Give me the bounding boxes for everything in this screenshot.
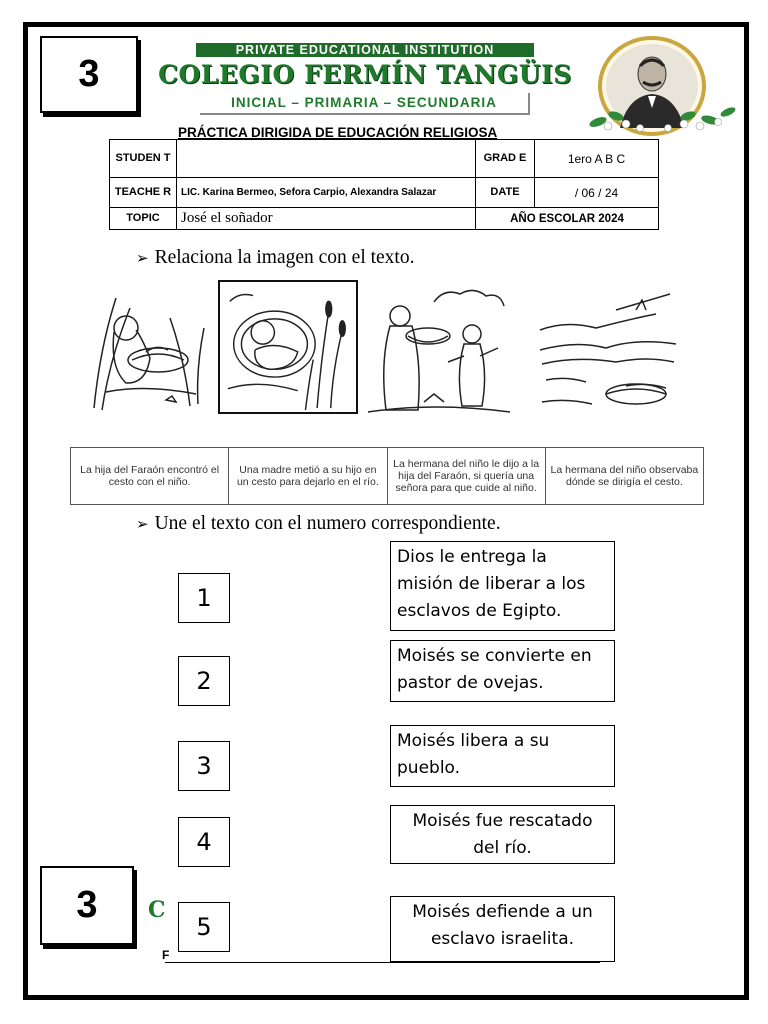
illustration-woman-reeds xyxy=(86,288,210,418)
caption-2: Una madre metió a su hijo en un cesto para dejarlo en el río. xyxy=(229,448,387,504)
instruction-match xyxy=(136,513,501,535)
text-box-1: Dios le entrega la misión de liberar a los esclavos de Egipto. xyxy=(390,541,615,631)
illustration-sister-and-woman xyxy=(364,282,514,422)
founder-portrait-image xyxy=(588,36,738,136)
school-year: AÑO ESCOLAR 2024 xyxy=(476,208,659,230)
grade-value: 1ero A B C xyxy=(535,140,659,178)
number-box-5: 5 xyxy=(178,902,230,952)
caption-1: La hija del Faraón encontró el cesto con el niño. xyxy=(71,448,229,504)
school-name-fragment: C xyxy=(148,897,166,923)
topic-value: José el soñador xyxy=(177,208,476,230)
institution-banner: PRIVATE EDUCATIONAL INSTITUTION xyxy=(196,43,534,57)
arrow-bullet-icon: ➢ xyxy=(136,251,149,267)
student-info-table xyxy=(109,139,659,230)
number-box-2: 2 xyxy=(178,656,230,706)
captions-row xyxy=(70,447,704,505)
number-box-3: 3 xyxy=(178,741,230,791)
instruction-relate-text: Relaciona la imagen con el texto. xyxy=(154,247,415,268)
teacher-value: LIC. Karina Bermeo, Sefora Carpio, Alexandra Salazar xyxy=(177,178,476,208)
date-label: DATE xyxy=(476,178,535,208)
date-value: / 06 / 24 xyxy=(535,178,659,208)
worksheet-title: PRÁCTICA DIRIGIDA DE EDUCACIÓN RELIGIOSA xyxy=(178,125,498,140)
teacher-label: TEACHE R xyxy=(110,178,177,208)
text-fragment: F xyxy=(162,948,170,962)
text-box-3: Moisés libera a su pueblo. xyxy=(390,725,615,787)
number-box-1: 1 xyxy=(178,573,230,623)
topic-label: TOPIC xyxy=(110,208,177,230)
page-number-top: 3 xyxy=(40,36,138,113)
school-name: COLEGIO FERMÍN TANGÜIS xyxy=(158,60,572,89)
grade-label: GRAD E xyxy=(476,140,535,178)
student-name-field[interactable] xyxy=(177,140,476,178)
page-number-bottom: 3 xyxy=(40,866,134,945)
caption-3: La hermana del niño le dijo a la hija del Faraón, si quería una señora para que cuide al niño. xyxy=(388,448,546,504)
number-box-4: 4 xyxy=(178,817,230,867)
school-levels: INICIAL – PRIMARIA – SECUNDARIA xyxy=(200,93,530,115)
instruction-match-text: Une el texto con el numero correspondiente. xyxy=(154,513,501,534)
student-label: STUDEN T xyxy=(110,140,177,178)
text-box-4: Moisés fue rescatado del río. xyxy=(390,805,615,864)
text-box-5: Moisés defiende a un esclavo israelita. xyxy=(390,896,615,962)
text-box-2: Moisés se convierte en pastor de ovejas. xyxy=(390,640,615,702)
caption-4: La hermana del niño observaba dónde se dirigía el cesto. xyxy=(550,464,699,488)
instruction-relate xyxy=(136,247,414,269)
bottom-rule xyxy=(165,962,600,963)
illustration-river-basket xyxy=(536,290,678,420)
arrow-bullet-icon: ➢ xyxy=(136,517,149,533)
illustration-baby-basket xyxy=(218,280,358,414)
